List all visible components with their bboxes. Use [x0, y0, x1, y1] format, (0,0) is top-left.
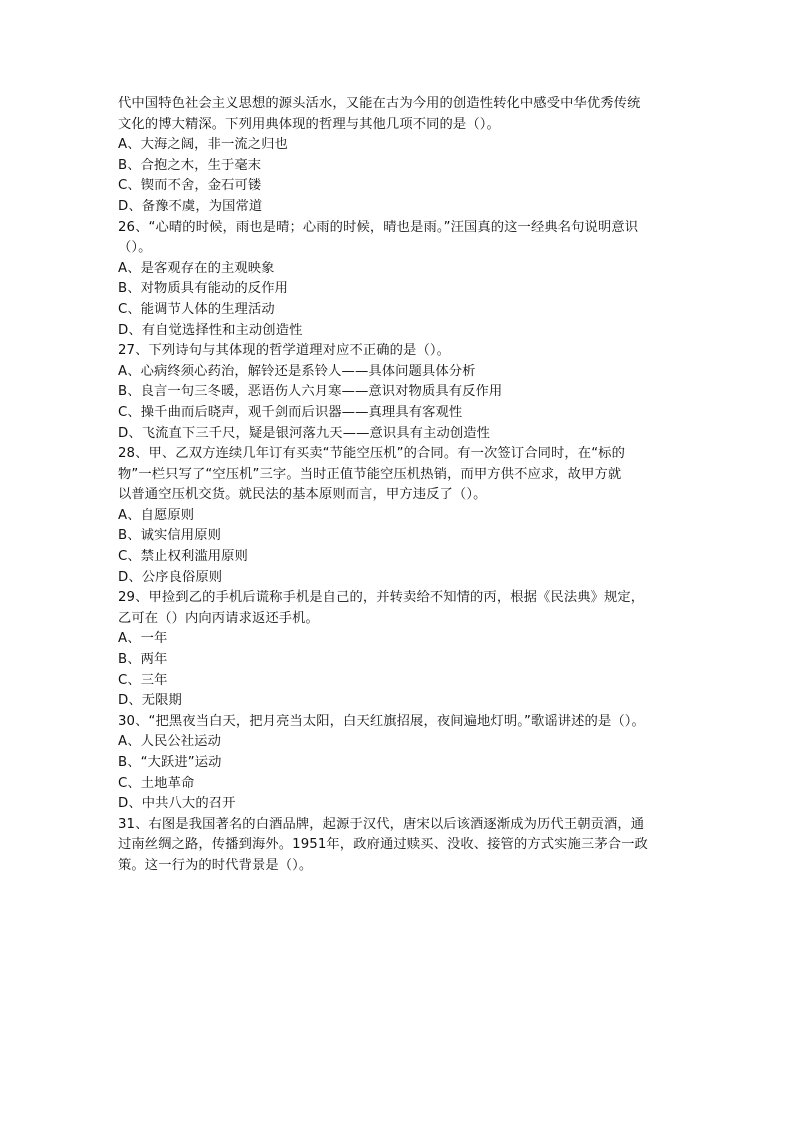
text-line: D、公序良俗原则: [118, 569, 223, 585]
text-line: C、三年: [118, 672, 168, 688]
text-line: B、两年: [118, 652, 168, 668]
text-line: D、有自觉选择性和主动创造性: [118, 322, 303, 338]
text-line: C、能调节人体的生理活动: [118, 301, 275, 317]
text-line: 代中国特色社会主义思想的源头活水，又能在古为今用的创造性转化中感受中华优秀传统: [118, 96, 641, 111]
text-line: 31、右图是我国著名的白酒品牌，起源于汉代，唐宋以后该酒逐渐成为历代王朝贡酒，通: [118, 816, 645, 832]
text-line: 30、“把黑夜当白天，把月亮当太阳，白天红旗招展，夜间遍地灯明。”歌谣讲述的是（）。: [118, 713, 645, 729]
text-line: 过南丝绸之路，传播到海外。1951年，政府通过赎买、没收、接管的方式实施三茅合一政: [118, 837, 648, 853]
text-line: 文化的博大精深。下列用典体现的哲理与其他几项不同的是（）。: [118, 116, 500, 132]
text-line: 策。这一行为的时代背景是（）。: [118, 857, 313, 873]
text-line: B、良言一句三冬暖，恶语伤人六月寒——意识对物质具有反作用: [118, 384, 503, 400]
text-line: 27、下列诗句与其体现的哲学道理对应不正确的是（）。: [118, 343, 450, 359]
text-line: D、备豫不虞，为国常道: [118, 198, 263, 214]
text-line: D、飞流直下三千尺，疑是银河落九天——意识具有主动创造性: [118, 425, 491, 441]
text-line: 28、甲、乙双方连续几年订有买卖“节能空压机”的合同。有一次签订合同时，在“标的: [118, 446, 625, 462]
text-line: 29、甲捡到乙的手机后谎称手机是自己的，并转卖给不知情的丙，根据《民法典》规定，: [118, 590, 645, 606]
text-line: 乙可在（）内向丙请求返还手机。: [118, 610, 319, 626]
text-line: C、禁止权利滥用原则: [118, 549, 248, 565]
text-line: A、一年: [118, 631, 168, 647]
text-line: 26、“心晴的时候，雨也是晴；心雨的时候，晴也是雨。”汪国真的这一经典名句说明意识: [118, 219, 639, 235]
text-line: B、“大跃进”运动: [118, 755, 222, 770]
text-line: A、自愿原则: [118, 507, 195, 523]
document-body: [118, 94, 678, 877]
text-line: D、无限期: [118, 693, 182, 709]
text-line: A、大海之阔，非一流之归也: [118, 137, 288, 153]
text-line: B、对物质具有能动的反作用: [118, 281, 288, 297]
text-line: D、中共八大的召开: [118, 796, 236, 812]
text-line: 物”一栏只写了“空压机”三字。当时正值节能空压机热销，而甲方供不应求，故甲方就: [118, 466, 622, 482]
text-line: A、是客观存在的主观映象: [118, 260, 275, 276]
text-line: C、锲而不舍，金石可镂: [118, 178, 262, 194]
text-line: A、人民公社运动: [118, 734, 221, 750]
text-line: C、操千曲而后晓声，观千剑而后识器——真理具有客观性: [118, 404, 463, 420]
text-line: A、心病终须心药治，解铃还是系铃人——具体问题具体分析: [118, 363, 476, 379]
text-line: B、合抱之木，生于毫末: [118, 157, 262, 173]
text-line: C、土地革命: [118, 775, 195, 791]
text-line: 以普通空压机交货。就民法的基本原则而言，甲方违反了（）。: [118, 487, 487, 503]
text-line: B、诚实信用原则: [118, 528, 221, 544]
text-line: （）。: [118, 240, 152, 256]
